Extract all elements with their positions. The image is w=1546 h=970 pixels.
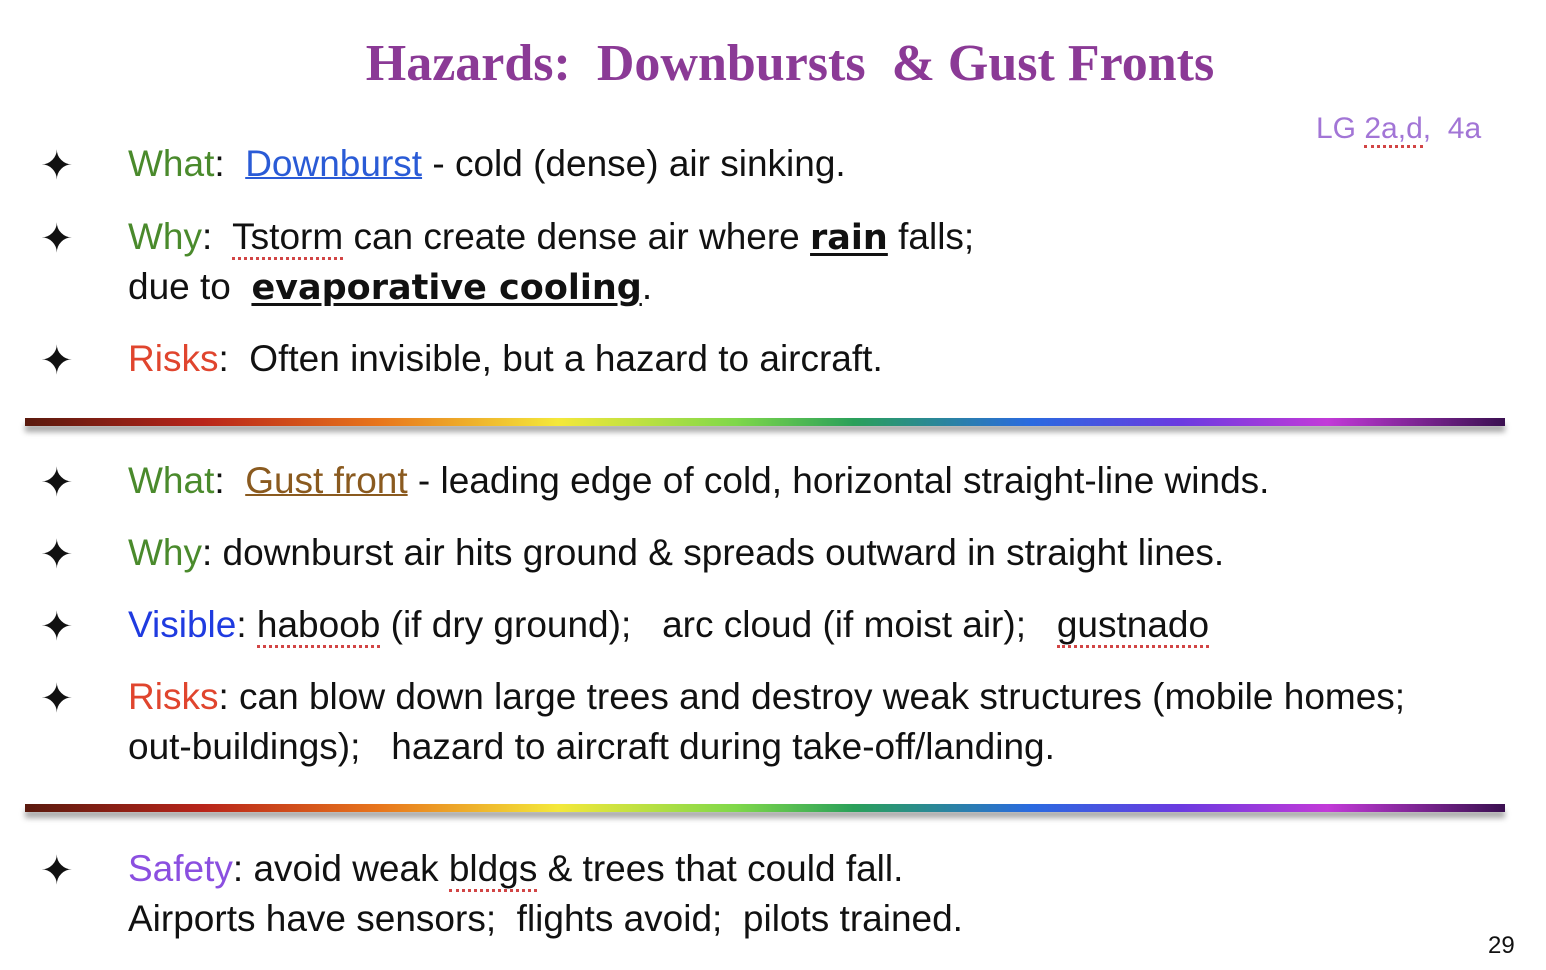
visible-middle-text: (if dry ground); arc cloud (if moist air); [380,604,1057,645]
safety-label: Safety [128,848,233,889]
gust-front-definition: - leading edge of cold, horizontal straight-line winds. [407,460,1270,501]
gust-front-risks-line-2: out-buildings); hazard to aircraft during take-off/landing. [128,726,1055,767]
rainbow-divider [25,804,1505,812]
learning-goal-reference [1316,112,1481,146]
bldgs-word: bldgs [449,848,537,892]
downburst-why-line-2 [128,262,652,313]
page-number: 29 [1488,932,1515,959]
reference-prefix: LG [1316,112,1365,145]
visible-separator: : [236,604,257,645]
gust-front-visible-line [128,600,1209,650]
bullet-icon: ✦ [40,339,74,383]
evaporative-cooling-emphasis: evaporative cooling [251,268,642,308]
why-label: Why [128,532,202,573]
tstorm-word: Tstorm [232,216,343,260]
bullet-icon: ✦ [40,144,74,188]
visible-label: Visible [128,604,237,645]
bullet-icon: ✦ [40,849,74,893]
what-label: What [128,143,215,184]
risks-text: : can blow down large trees and destroy weak structures (mobile homes; [218,676,1406,717]
risks-label: Risks [128,676,219,717]
safety-line [128,844,903,894]
gust-front-what-line [128,456,1269,506]
safety-end: & trees that could fall. [537,848,904,889]
why-line2-prefix: due to [128,266,252,307]
gust-front-why-line [128,528,1224,578]
downburst-why-line [128,212,974,263]
bullet-icon: ✦ [40,533,74,577]
gust-front-link[interactable]: Gust front [245,460,408,501]
why-separator: : [202,216,233,257]
downburst-risks-line [128,334,883,384]
gustnado-word: gustnado [1057,604,1209,648]
downburst-definition: - cold (dense) air sinking. [422,143,846,184]
downburst-what-line [128,139,846,189]
safety-line-2: Airports have sensors; flights avoid; pilots trained. [128,898,963,939]
haboob-word: haboob [257,604,380,648]
why-end-text: falls; [887,216,975,257]
what-label: What [128,460,215,501]
rain-emphasis: rain [810,218,888,258]
reference-code: 2a,d [1364,112,1422,148]
downburst-link[interactable]: Downburst [245,143,423,184]
what-separator: : [214,460,246,501]
bullet-icon: ✦ [40,605,74,649]
gust-front-risks-line [128,672,1405,722]
what-separator: : [214,143,246,184]
reference-suffix: , 4a [1422,112,1482,145]
bullet-icon: ✦ [40,677,74,721]
slide-title: Hazards: Downbursts & Gust Fronts [365,35,1215,92]
why-line2-end: . [641,266,653,307]
risks-label: Risks [128,338,219,379]
bullet-icon: ✦ [40,461,74,505]
safety-prefix: : avoid weak [232,848,449,889]
rainbow-divider [25,418,1505,426]
why-label: Why [128,216,202,257]
why-middle-text: can create dense air where [343,216,811,257]
bullet-icon: ✦ [40,217,74,261]
why-text: : downburst air hits ground & spreads outward in straight lines. [202,532,1225,573]
risks-text: : Often invisible, but a hazard to aircraft. [218,338,883,379]
